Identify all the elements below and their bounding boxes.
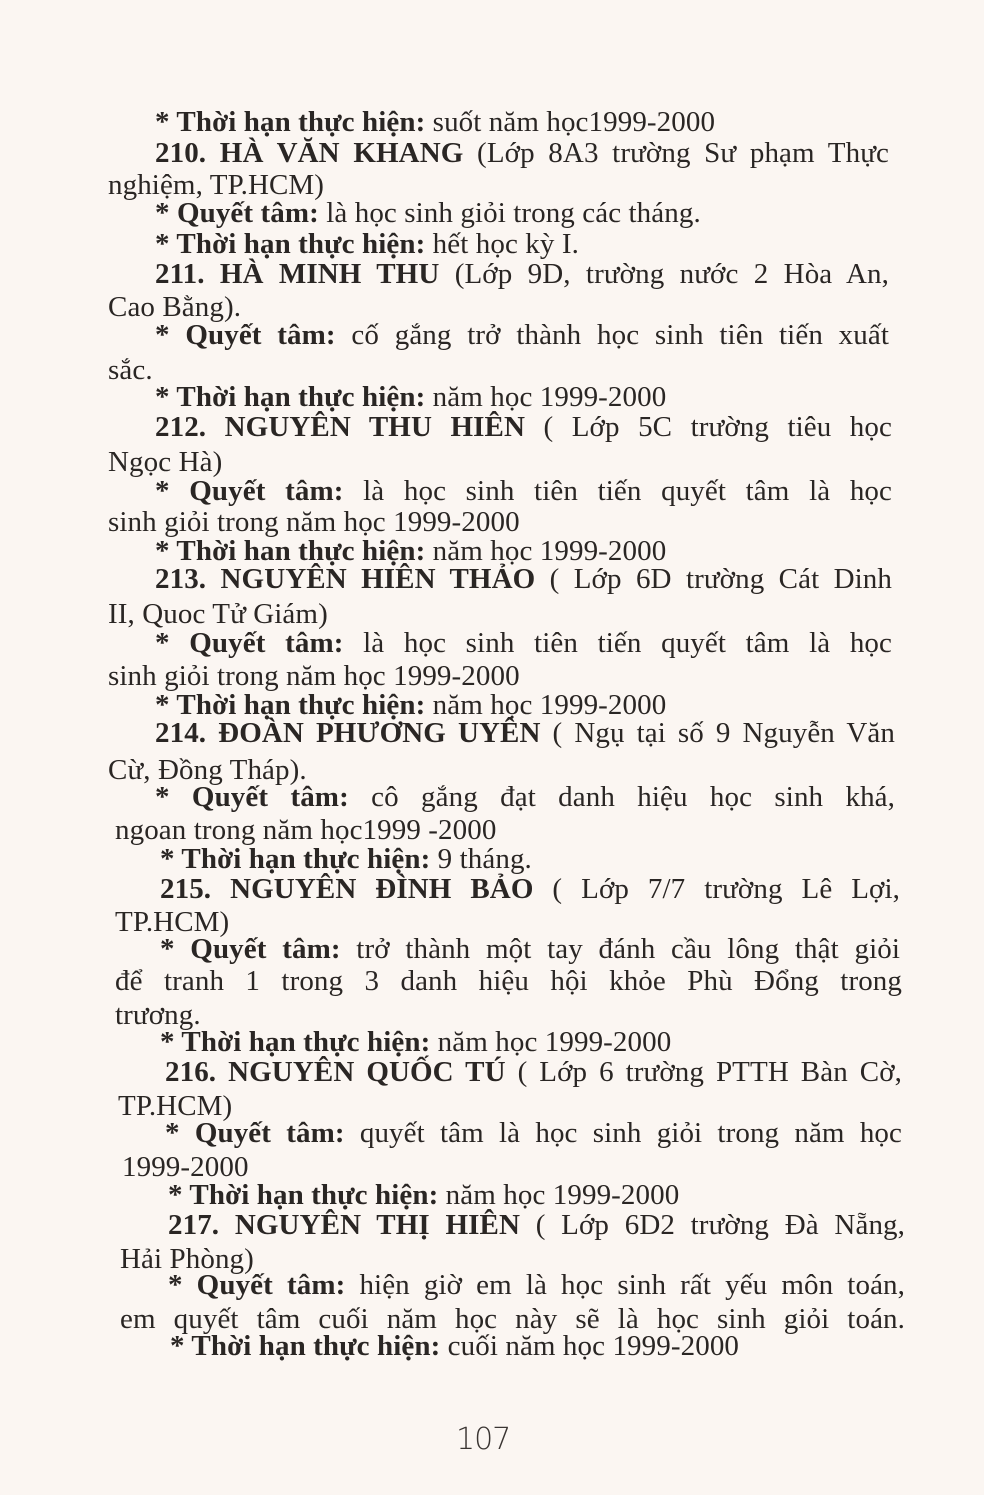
entry-name: 217. NGUYÊN THỊ HIÊN <box>168 1209 521 1241</box>
entry-name: 210. HÀ VĂN KHANG <box>155 137 464 169</box>
line-text: Cừ, Đồng Tháp). <box>108 754 307 786</box>
line-text: là học sinh tiên tiến quyết tâm là học <box>343 475 893 507</box>
line-text: Ngọc Hà) <box>108 446 223 478</box>
text-line <box>108 599 408 630</box>
line-text: TP.HCM) <box>115 906 230 938</box>
line-text: cô gắng đạt danh hiệu học sinh khá, <box>348 781 895 813</box>
line-text: năm học 1999-2000 <box>430 1026 672 1058</box>
text-line <box>108 507 608 538</box>
page-number: 107 <box>456 1422 511 1457</box>
entry-field-line <box>155 198 785 229</box>
entry-field-line <box>155 320 889 351</box>
field-label: * Quyết tâm: <box>155 475 344 507</box>
entry-name: 211. HÀ MINH THU <box>155 258 440 290</box>
entry-name: 213. NGUYÊN HIÊN THẢO <box>155 563 536 595</box>
entry-heading-line <box>155 259 889 290</box>
entry-field-line <box>170 1331 820 1362</box>
line-text: sinh giỏi trong năm học 1999-2000 <box>108 660 520 692</box>
field-label: * Quyết tâm: <box>155 781 349 813</box>
entry-name: 212. NGUYÊN THU HIÊN <box>155 411 526 443</box>
field-label: * Thời hạn thực hiện: <box>160 843 431 875</box>
entry-field-line <box>168 1270 905 1301</box>
field-label: * Thời hạn thực hiện: <box>168 1179 439 1211</box>
text-line <box>108 447 308 478</box>
line-text: năm học 1999-2000 <box>425 535 667 567</box>
line-text: năm học 1999-2000 <box>438 1179 680 1211</box>
entry-field-line <box>165 1118 902 1149</box>
line-text: 9 tháng. <box>430 843 532 875</box>
entry-name: 216. NGUYÊN QUỐC TÚ <box>165 1056 506 1088</box>
line-text: để tranh 1 trong 3 danh hiệu hội khỏe Phù Đổng trong <box>115 965 902 997</box>
entry-field-line <box>160 934 900 965</box>
line-text: Cao Bằng). <box>108 291 242 323</box>
line-text: Hải Phòng) <box>120 1243 254 1275</box>
entry-field-line <box>155 476 892 507</box>
entry-field-line <box>155 229 635 260</box>
line-text: 1999-2000 <box>122 1151 249 1183</box>
line-text: hết học kỳ I. <box>425 228 579 260</box>
entry-heading-line <box>165 1057 902 1088</box>
line-text: II, Quoc Tử Giám) <box>108 598 328 630</box>
field-label: * Quyết tâm: <box>155 319 336 351</box>
line-text: trương. <box>115 999 201 1031</box>
entry-heading-line <box>155 412 892 443</box>
entry-field-line <box>155 107 785 138</box>
field-label: * Thời hạn thực hiện: <box>155 106 426 138</box>
entry-field-line <box>155 628 892 659</box>
line-text: suốt năm học1999-2000 <box>425 106 716 138</box>
field-label: * Thời hạn thực hiện: <box>160 1026 431 1058</box>
entry-field-line <box>168 1180 768 1211</box>
line-text: là học sinh giỏi trong các tháng. <box>318 197 701 229</box>
entry-field-line <box>155 782 895 813</box>
line-text: (Lớp 8A3 trường Sư phạm Thực <box>463 137 890 169</box>
line-text: (Lớp 9D, trường nước 2 Hòa An, <box>439 258 889 290</box>
line-text: ngoan trong năm học1999 -2000 <box>115 814 497 846</box>
field-label: * Thời hạn thực hiện: <box>155 381 426 413</box>
line-text: sắc. <box>108 354 153 386</box>
entry-heading-line <box>155 718 895 749</box>
line-text: ( Lớp 5C trường tiêu học <box>525 411 892 443</box>
entry-field-line <box>155 382 755 413</box>
line-text: ( Lớp 6 trường PTTH Bàn Cờ, <box>505 1056 902 1088</box>
entry-heading-line <box>160 874 900 905</box>
line-text: em quyết tâm cuối năm học này sẽ là học sinh giỏi toán. <box>120 1303 905 1335</box>
field-label: * Quyết tâm: <box>165 1117 345 1149</box>
field-label: * Thời han thực hiện: <box>155 535 426 567</box>
field-label: * Quyết tâm: <box>168 1269 346 1301</box>
field-label: * Thời hạn thực hiện: <box>155 228 426 260</box>
text-line <box>108 661 608 692</box>
text-line <box>115 966 902 997</box>
line-text: ( Lớp 6D trường Cát Dinh <box>535 563 892 595</box>
field-label: * Thời hạn thực hiện: <box>155 689 426 721</box>
entry-heading-line <box>155 564 892 595</box>
entry-name: 214. ĐOÀN PHƯƠNG UYÊN <box>155 717 541 749</box>
field-label: * Thời hạn thực hiện: <box>170 1330 441 1362</box>
entry-heading-line <box>155 138 889 169</box>
line-text: ( Lớp 7/7 trường Lê Lợi, <box>533 873 900 905</box>
entry-field-line <box>160 1027 760 1058</box>
line-text: ( Ngụ tại số 9 Nguyễn Văn <box>540 717 895 749</box>
line-text: trở thành một tay đánh cầu lông thật giỏi <box>340 933 900 965</box>
line-text: năm học 1999-2000 <box>425 381 667 413</box>
line-text: TP.HCM) <box>118 1090 233 1122</box>
field-label: * Quyết tâm: <box>155 197 319 229</box>
line-text: nghiệm, TP.HCM) <box>108 169 325 201</box>
field-label: * Quyết tâm: <box>155 627 344 659</box>
entry-name: 215. NGUYÊN ĐÌNH BẢO <box>160 873 534 905</box>
line-text: là học sinh tiên tiến quyết tâm là học <box>343 627 893 659</box>
field-label: * Quyết tâm: <box>160 933 341 965</box>
line-text: hiện giờ em là học sinh rất yếu môn toán, <box>345 1269 905 1301</box>
line-text: năm học 1999-2000 <box>425 689 667 721</box>
line-text: quyết tâm là học sinh giỏi trong năm học <box>344 1117 902 1149</box>
line-text: cố gắng trở thành học sinh tiên tiến xuất <box>335 319 889 351</box>
line-text: cuối năm học 1999-2000 <box>440 1330 740 1362</box>
entry-field-line <box>160 844 610 875</box>
line-text: ( Lớp 6D2 trường Đà Nẵng, <box>520 1209 905 1241</box>
text-line <box>115 815 615 846</box>
entry-heading-line <box>168 1210 905 1241</box>
line-text: sinh giỏi trong năm học 1999-2000 <box>108 506 520 538</box>
